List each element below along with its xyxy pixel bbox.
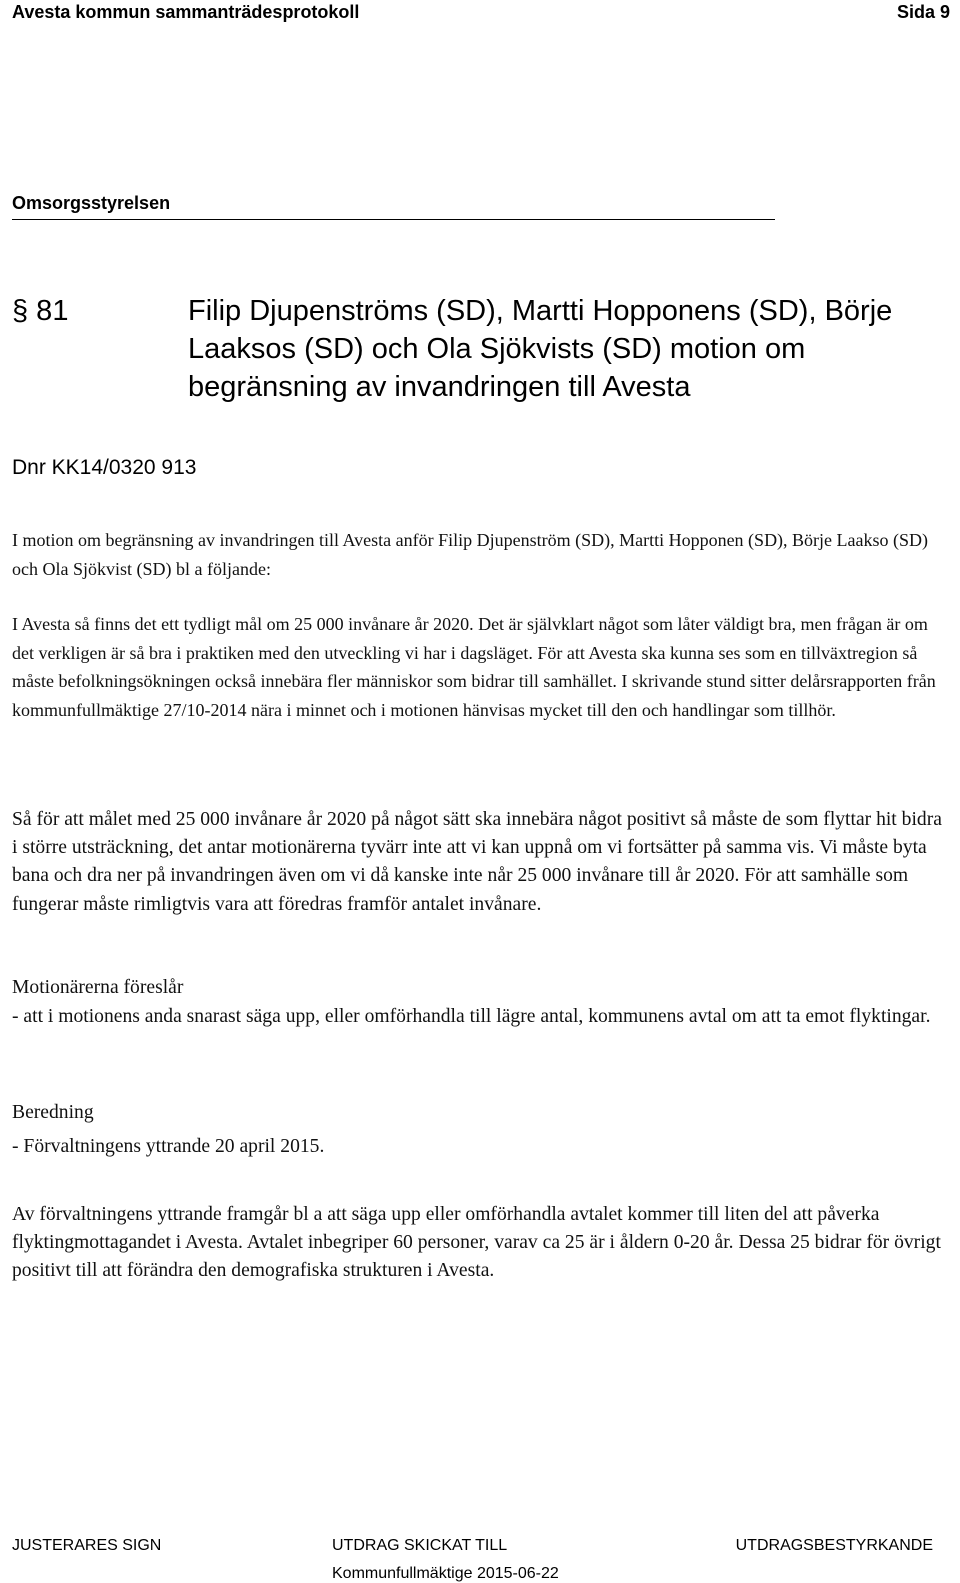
preparation-item: - Förvaltningens yttrande 20 april 2015.	[12, 1136, 325, 1157]
quoted-paragraph-2: Så för att målet med 25 000 invånare år 2020 på något sätt ska innebära något positivt så måste de som flyttar hit bidra i större utsträckning, det antar motionärerna tyvärr inte att vi kan uppnå om vi fortsätter på samma vis. Vi måste byta bana och dra ner på invandringen även om vi då kanske inte når 25 000 invånare till år 2020. För att samhälle som fungerar måste rimligtvis vara att föredras framför antalet invånare.	[12, 809, 942, 915]
intro-paragraph: I motion om begränsning av invandringen till Avesta anför Filip Djupenström (SD), Martti Hopponen (SD), Börje Laakso (SD) och Ola Sjökvist (SD) bl a följande:	[12, 530, 929, 579]
footer-adjuster-sign: JUSTERARES SIGN	[12, 1537, 162, 1554]
preparation-heading: Beredning	[12, 1102, 94, 1123]
footer-extract-certification: UTDRAGSBESTYRKANDE	[735, 1537, 933, 1554]
proposal-text: - att i motionens anda snarast säga upp, eller omförhandla till lägre antal, kommunens avtal om att ta emot flyktingar.	[12, 1006, 931, 1027]
quoted-paragraph-1: I Avesta så finns det ett tydligt mål om 25 000 invånare år 2020. Det är självklart något som låter väldigt bra, men frågan är om det verkligen är så bra i praktiken med den utveckling vi har i dagsläget. För att Avesta ska kunna ses som en tillväxtregion så måste befolkningsökningen också innebära fler människor som bidrar till samhället. I skrivande stund sitter delårsrapporten från kommunfullmäktige 27/10-2014 nära i minnet och i motionen hänvisas mycket till den och handlingar som tillhör.	[12, 614, 936, 720]
page-number: Sida 9	[896, 2, 950, 22]
document-title: Avesta kommun sammanträdesprotokoll	[12, 2, 360, 22]
footer-extract-sent-to: UTDRAG SKICKAT TILL	[332, 1537, 508, 1554]
footer-recipient: Kommunfullmäktige 2015-06-22	[332, 1565, 559, 1582]
conclusion-paragraph: Av förvaltningens yttrande framgår bl a att säga upp eller omförhandla avtalet kommer till liten del att påverka flyktingmottagandet i Avesta. Avtalet inbegriper 60 personer, varav ca 25 är i åldern 0-20 år. Dessa 25 bidrar för övrigt positivt till att förändra den demografiska strukturen i Avesta.	[12, 1204, 941, 1282]
section-number: § 81	[12, 295, 69, 327]
proposal-heading: Motionärerna föreslår	[12, 977, 184, 998]
item-title: Filip Djupenströms (SD), Martti Hopponens (SD), Börje Laaksos (SD) och Ola Sjökvists (SD) motion om begränsning av invandringen till Avesta	[188, 295, 893, 403]
board-name: Omsorgsstyrelsen	[12, 193, 171, 213]
case-number: Dnr KK14/0320 913	[12, 456, 197, 479]
board-underline	[12, 219, 775, 220]
